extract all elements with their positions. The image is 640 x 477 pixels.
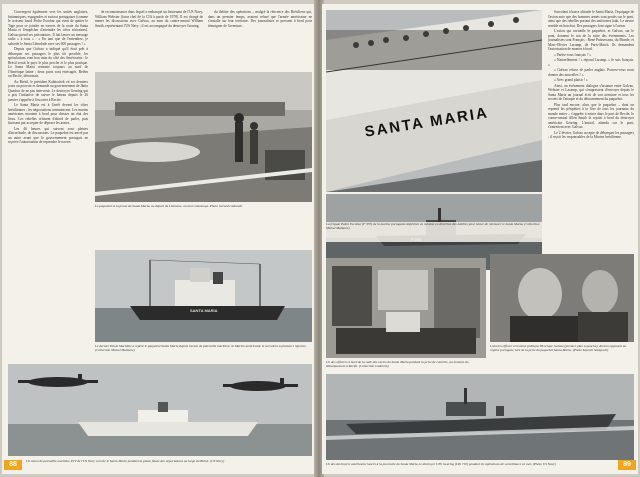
destroyer-illustration (326, 374, 634, 460)
santa-maria-photo (326, 10, 542, 192)
paragraph: Ainsi, un événement dialogue s'instaure entre Galvao, Webster et Lacamp, qui s'empressent d'envoyer depuis le Santa Maria un journal écrit de son aventure et tous les secrets de l'attaque et du détournement du paquebot. (548, 83, 634, 101)
chart-room-photo (326, 258, 486, 358)
portrait-illustration (490, 254, 634, 342)
left-page (2, 4, 316, 474)
right-page (322, 4, 638, 474)
quote: « Naturellement ! » répond Lacamp. « Je suis français. » (548, 58, 634, 67)
santa-maria-hull-name: SANTA MARIA (363, 104, 490, 141)
paragraph: Le 2 février, Galvao accepte de débarquer les passagers ; il reçoit les responsables de la Marine brésilienne. (548, 130, 634, 139)
cargo-ship-illustration (95, 250, 312, 342)
paragraph: Depuis que Galvao a indiqué qu'il était prêt à débarquer ses passagers le plus tôt possible, les spéculations vont bon train du côté des Américains : le Brésil serait le pays le plus proche et le plus pratique. Le Santa Maria remonte toujours au nord de l'Amérique latine ; deux ports sont envisagés, Belém ou Recife, désormais. (8, 47, 88, 78)
quote: « Parlez-vous français ? » (554, 52, 592, 57)
right-text-column (548, 10, 634, 250)
left-text-column-2 (95, 10, 203, 68)
destroyer-photo (326, 374, 634, 460)
portrait-photo (490, 254, 634, 342)
paragraph: du théâtre des opérations – malgré la réticence des Brésiliens qui, dans un premier temps, avaient refusé que l'armée américaine ne s'installe sur leur territoire. Des journalistes se pressent à bord pour témoigner de l'aventure. (208, 10, 312, 28)
paragraph: Au Brésil, le président Kubitschek vit ses derniers jours au pouvoir et demande au gouvernement de Jânio Quadros de ne pas intervenir. Le destroyer Gearing qui a pris l'initiative de suivre le bateau depuis le 26 janvier s'apprête à l'escorter à Recife. (8, 79, 88, 102)
quote: « Galvao refuse de parler anglais. Pouvez-vous nous donner des nouvelles ? » (548, 68, 634, 77)
paragraph: L'avion qui ravitaille le paquebot, et Galvao, sur le pont, donnent le ton de la suite des événements. Les journalistes sont Français : René Puissesseau, du Monde, et Marc-Olivier Lacamp, de Paris-Match. Ils demandent l'autorisation de monter à bord. (548, 29, 634, 51)
paragraph: de reconnaissance dans lequel a embarqué un lieutenant de l'US Navy, William Webster (futur chef de la CIA à partir de 1978). Il est chargé de mener les discussions avec Galvao, au nom du contre-amiral William Smith, représentant l'US Navy ; il est accompagné du destroyer Gearing. (95, 10, 203, 28)
photo-caption-bottom: Un avion de patrouille maritime P2V de l'US Navy survole le Santa Maria pendant la phase finale des négociations au large du Brésil. (US Navy) (26, 459, 225, 463)
santa-maria-illustration (326, 10, 542, 192)
aircraft-ship-photo (8, 364, 312, 456)
left-text-column-3 (208, 10, 312, 68)
paragraph: Le Santa Maria est à l'arrêt devant les côtes brésiliennes ; les négociations commencent. Les marins américains montent à bord pour dresser un état des lieux. Les rebelles refusent d'abord de parler, puis finissent par accepter de déposer les armes. (8, 103, 88, 125)
page-number: 88 (4, 460, 22, 470)
chart-room-illustration (326, 258, 486, 358)
paragraph: Survolant à basse altitude le Santa Maria, l'équipage de l'avion note que des hommes armés sont postés sur le pont, ainsi que des rebelles portant des uniformes kaki. Le navire semble en bon état. Des passagers font signe à l'avion. (548, 10, 634, 28)
photo-caption-interior: Un des officiers à bord de la salle des cartes du Santa Maria pendant la prise de contrôle, au moment du débarquement à Recife. (Collection Caderoth) (326, 360, 469, 369)
photo-caption-portrait: L'ancien officier et homme politique Henrique Galvao (premier plan à gauche), devenu opposant au régime portugais, lors de la prise du paquebot Santa Maria. (Photo Kiyoshi Sekiguchi) (490, 344, 627, 353)
deck-illustration (95, 72, 312, 202)
paragraph: Convergent également vers les unités anglaises, britanniques, espagnoles et surtout portugaises (comme le croiseur lourd Pedro Escobar qui vient de quitter le Tage pour se joindre en travers de la route du Santa Maria et l'empêcher d'atteindre les côtes africaines). Galvao prend ses précautions. Il fait lancer un message radio « à tous » : « En tant que de l'entendrez, je saborde le Santa Liberdade avec ses 600 passagers ! » (8, 10, 88, 46)
photo-caption-bottom-right: Un des destroyers américains lancés à la poursuite du Santa Maria, le destroyer USS Gearing (DD 710) pendant les opérations de surveillance en mer. (Photo US Navy) (326, 462, 556, 466)
aircraft-illustration (8, 364, 312, 456)
photo-caption-frigate: La frégate Pedro Escobar (F 335) de la marine portugaise dépêchée en mission en direction des Antilles pour tenter de retrouver le Santa Maria. (Collection Michel Maliarez) (326, 222, 542, 242)
photo-caption-top: Le paquebot et la proue du Santa Maria, au départ de Lisbonne, où tout commença. Photo Gérard Cadoreth (95, 204, 243, 208)
ship-hull-label: SANTA MARIA (190, 308, 218, 313)
ship-photo (95, 250, 312, 342)
quote: « Avec grand plaisir ! » (554, 78, 588, 82)
page-number-right: 89 (618, 460, 636, 470)
paragraph: Les 46 heures qui suivent sont pleines d'incertitude, de discussions. Le paquebot est ancré par un autre avant que le gouvernement portugais ne reçoive l'autorisation de reprendre le navire. (8, 126, 88, 144)
ship-deck-photo (95, 72, 312, 202)
paragraph: Plus tard encore, alors que le paquebot – dont on reprend les péripéties à la Une de tous les journaux du monde entier – s'apprête à entrer dans le port de Recife, le contre-amiral Allen Smith le rejoint à bord du destroyer américain Gearing. L'amiral, attendu sur le pont, s'entretient avec Galvao. (548, 102, 634, 129)
photo-caption-mid: Le dernier Pilote Maritime a repéré le paquebot Santa Maria depuis l'avion de patrouille maritime; la Marine américaine le survolera à plusieurs reprises. (Collection Michel Maliarez) (95, 344, 307, 353)
